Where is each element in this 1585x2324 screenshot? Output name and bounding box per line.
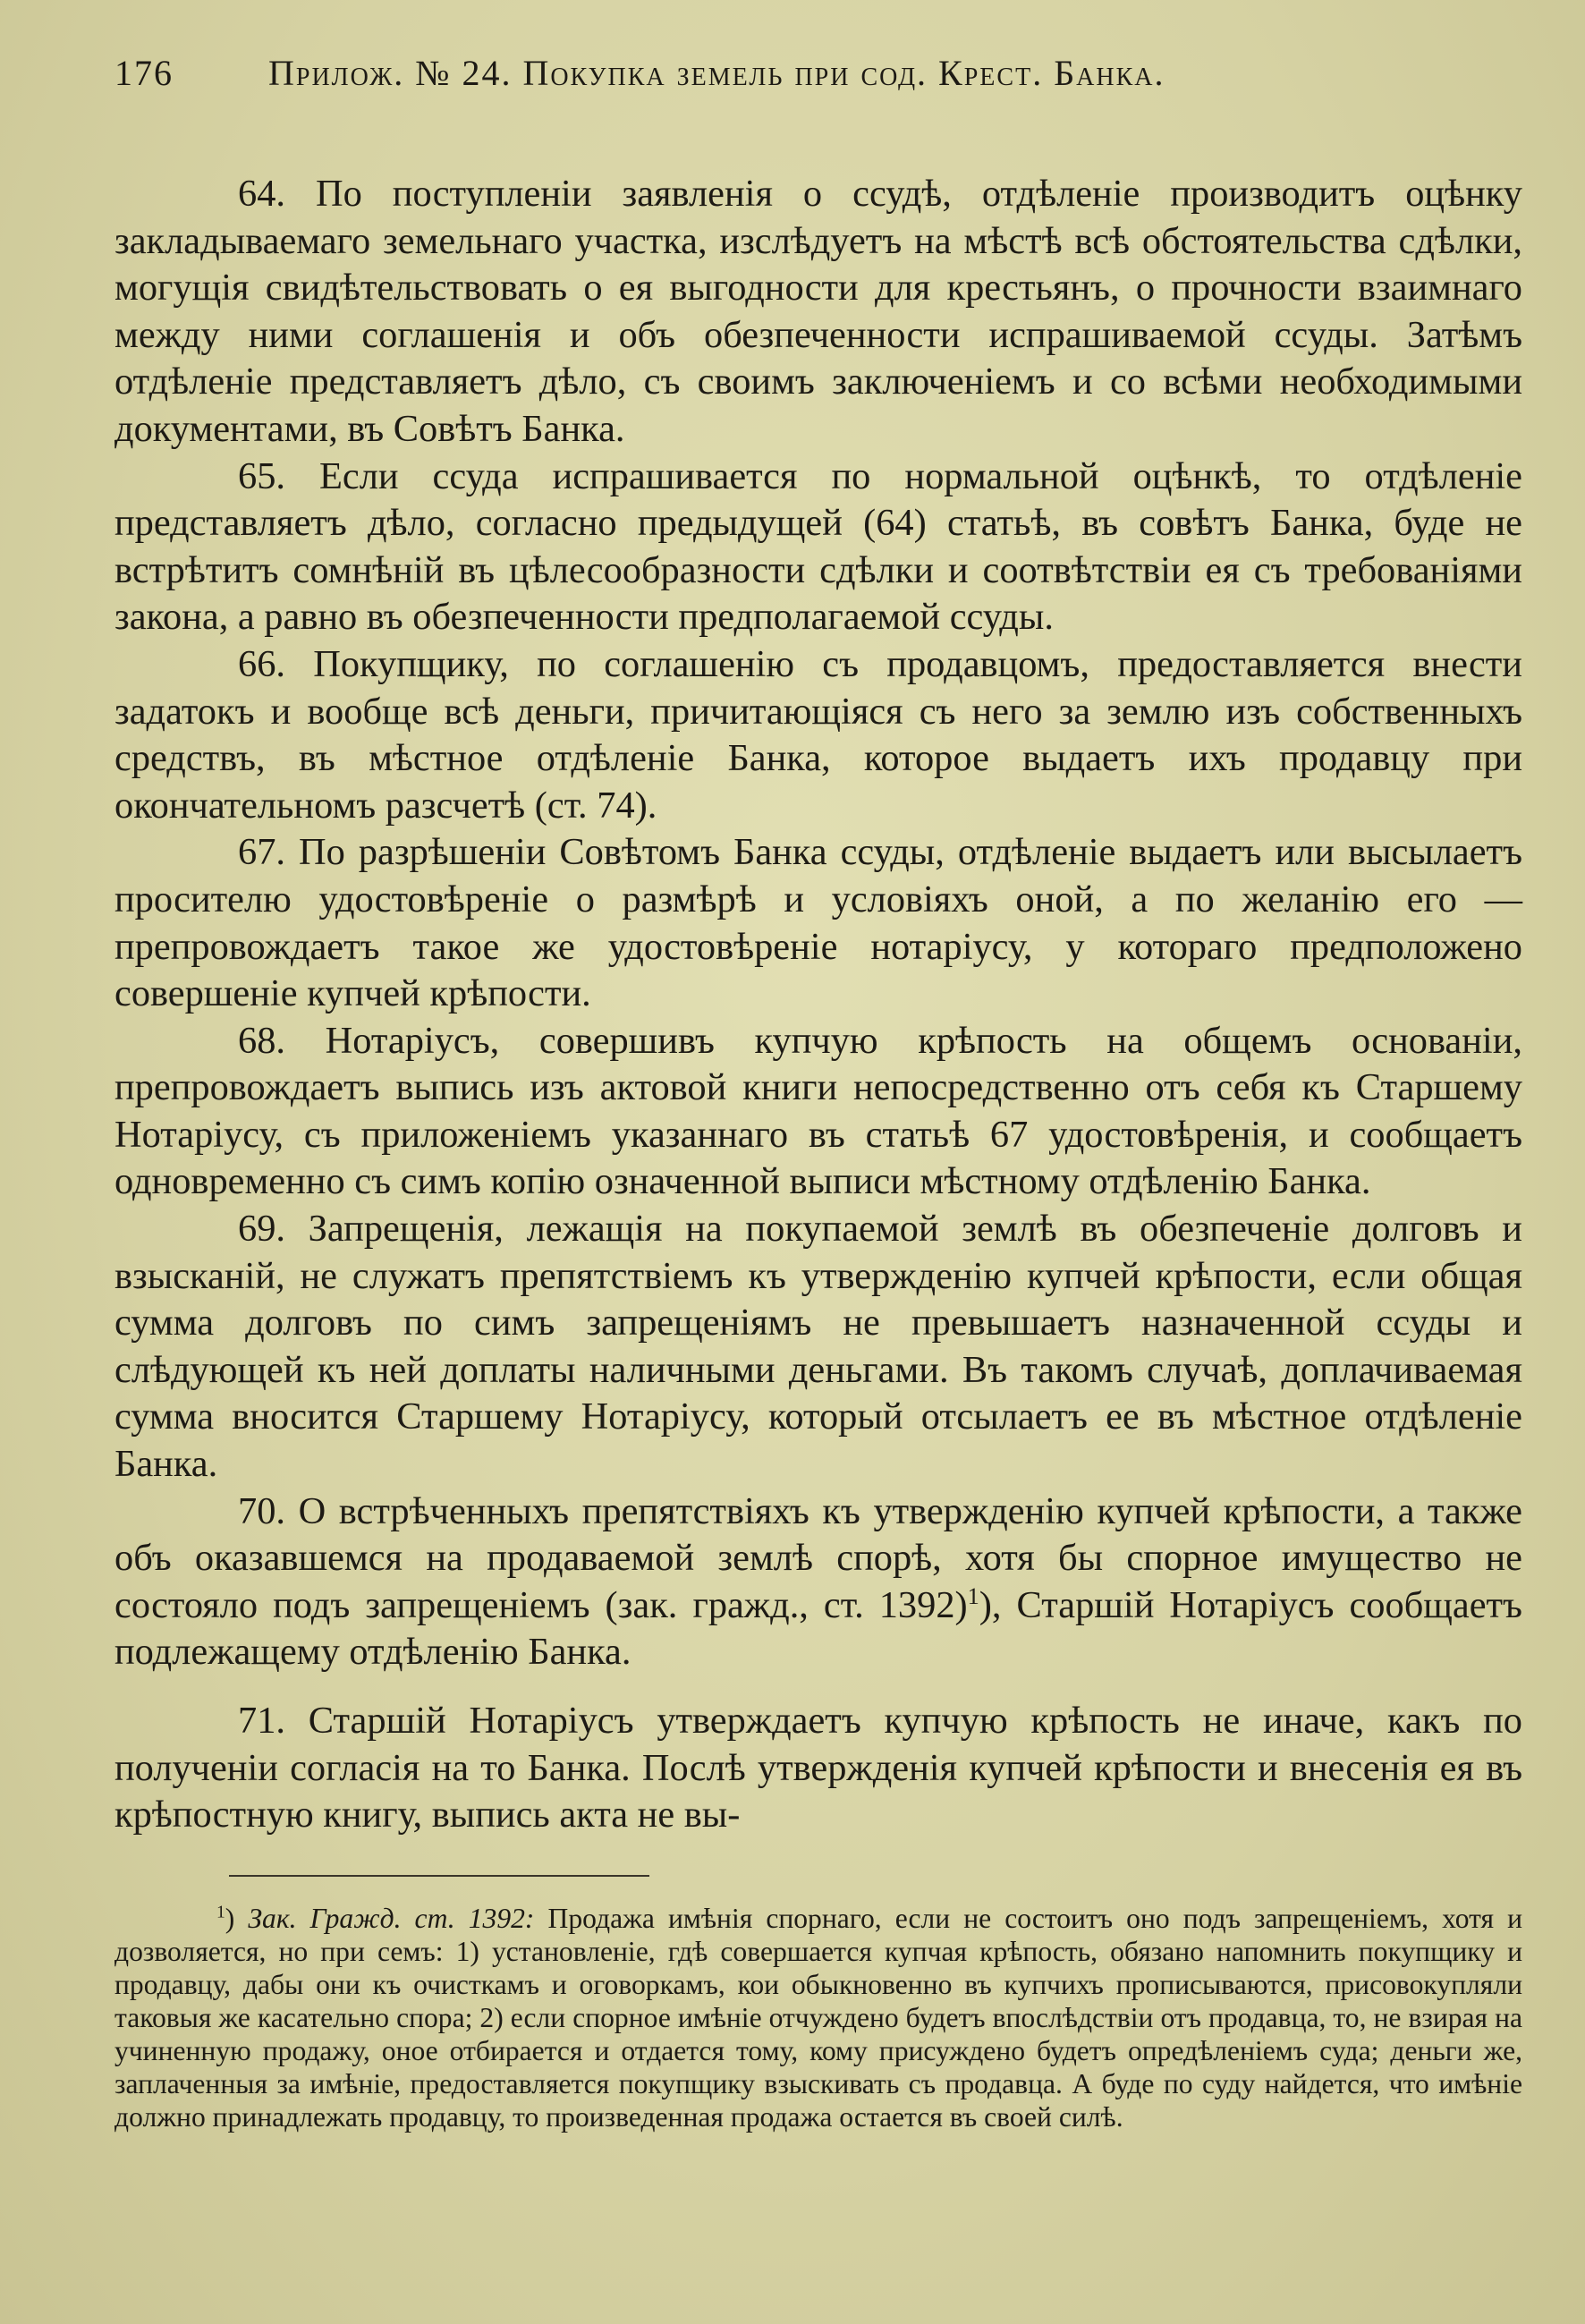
article-65: 65. Если ссуда испрашивается по нормальной оцѣнкѣ, то отдѣленіе представляетъ дѣло, согласно предыдущей (64) статьѣ, въ совѣтъ Банка, буде не встрѣтитъ сомнѣній въ цѣлесообразности сдѣлки и соотвѣтствіи ея съ требованіями закона, а равно въ обезпеченности предполагаемой ссуды. [114, 454, 1522, 639]
page-number: 176 [114, 53, 174, 93]
article-71: 71. Старшій Нотаріусъ утверждаетъ купчую крѣпость не иначе, какъ по полученіи согласія на то Банка. Послѣ утвержденія купчей крѣпости и внесенія ея въ крѣпостную книгу, выпись акта не вы- [114, 1700, 1522, 1836]
footnote-text: Продажа имѣнія спорнаго, если не состоитъ оно подъ запрещеніемъ, хотя и дозволяется, но при семъ: 1) установленіе, гдѣ совершается купчая крѣпость, обязано напомнить покупщику и продавцу, дабы они къ очисткамъ и оговоркамъ, кои обыкновенно въ купчихъ прописываются, присовокупляли таковыя же касательно спора; 2) если спорное имѣніе отчуждено будетъ впослѣдствіи отъ продавца, то, не взирая на учиненную продажу, оное отбирается и отдается тому, кому присуждено будетъ опредѣленіемъ суда; деньги же, заплаченныя за имѣніе, предоставляется покупщику взыскивать съ продавца. А буде по суду найдется, что имѣніе должно принадлежать продавцу, то произведенная продажа остается въ своей силѣ. [114, 1902, 1522, 2133]
article-70-text: 70. О встрѣченныхъ препятствіяхъ къ утвержденію купчей крѣпости, а также объ оказавшемся на продаваемой землѣ спорѣ, хотя бы спорное имущество не состояло подъ запрещеніемъ (зак. гражд., ст. 1392) [114, 1489, 1522, 1626]
running-title: Прилож. № 24. Покупка земель при сод. Крест. Банка. [268, 53, 1165, 93]
body-text [114, 171, 1522, 1839]
footnote-marker: 1 [216, 1903, 225, 1922]
running-head [114, 52, 1522, 94]
article-70-text-end: ), Старшій Нотаріусъ сообщаетъ подлежащему отдѣленію Банка. [114, 1583, 1522, 1674]
article-64: 64. По поступленіи заявленія о ссудѣ, отдѣленіе производитъ оцѣнку закладываемаго земельнаго участка, изслѣдуетъ на мѣстѣ всѣ обстоятельства сдѣлки, могущія свидѣтельствовать о ея выгодности для крестьянъ, о прочности взаимнаго между ними соглашенія и объ обезпеченности испрашиваемой ссуды. Затѣмъ отдѣленіе представляетъ дѣло, съ своимъ заключеніемъ и со всѣми необходимыми документами, въ Совѣтъ Банка. [114, 173, 1522, 450]
article-67: 67. По разрѣшеніи Совѣтомъ Банка ссуды, отдѣленіе выдаетъ или высылаетъ просителю удостовѣреніе о размѣрѣ и условіяхъ оной, а по желанію его — препровождаетъ такое же удостовѣреніе нотаріусу, у котораго предположено совершеніе купчей крѣпости. [114, 831, 1522, 1015]
article-70 [114, 1489, 1522, 1676]
footnote-paragraph: $^1$) Зак. Гражд. ст. 1392: Продажа имѣнія спорнаго, если не состоитъ оно подъ запрещеніемъ, хотя и дозволяется, но при семъ: 1) установленіе, гдѣ совершается купчая крѣпость, обязано напомнить покупщику и продавцу, дабы они къ очисткамъ и оговоркамъ, кои обыкновенно въ купчихъ прописываются, присовокупляли таковыя же касательно спора; 2) если спорное имѣніе отчуждено будетъ впослѣдствіи отъ продавца, то, не взирая на учиненную продажу, оное отбирается и отдается тому, кому присуждено будетъ опредѣленіемъ суда; деньги же, заплаченныя за имѣніе, предоставляется покупщику взыскивать съ продавца. А буде по суду найдется, что имѣніе должно принадлежать продавцу, то произведенная продажа остается въ своей силѣ. [114, 1902, 1522, 2133]
footnote-divider [229, 1875, 649, 1877]
article-68: 68. Нотаріусъ, совершивъ купчую крѣпость на общемъ основаніи, препровождаетъ выпись изъ актовой книги непосредственно отъ себя къ Старшему Нотаріусу, съ приложеніемъ указаннаго въ статьѣ 67 удостовѣренія, и сообщаетъ одновременно съ симъ копію означенной выписи мѣстному отдѣленію Банка. [114, 1019, 1522, 1203]
footnote-source: Зак. Гражд. ст. 1392: [248, 1902, 535, 1934]
article-69: 69. Запрещенія, лежащія на покупаемой землѣ въ обезпеченіе долговъ и взысканій, не служатъ препятствіемъ къ утвержденію купчей крѣпости, если общая сумма долговъ по симъ запрещеніямъ не превышаетъ назначенной ссуды и слѣдующей къ ней доплаты наличными деньгами. Въ такомъ случаѣ, доплачиваемая сумма вносится Старшему Нотаріусу, который отсылаетъ ее въ мѣстное отдѣленіе Банка. [114, 1208, 1522, 1486]
footnote [114, 1902, 1522, 2133]
footnote-reference[interactable]: 1 [967, 1582, 979, 1609]
article-66: 66. Покупщику, по соглашенію съ продавцомъ, предоставляется внести задатокъ и вообще всѣ деньги, причитающіяся съ него за землю изъ собственныхъ средствъ, въ мѣстное отдѣленіе Банка, которое выдаетъ ихъ продавцу при окончательномъ разсчетѣ (ст. 74). [114, 642, 1522, 827]
